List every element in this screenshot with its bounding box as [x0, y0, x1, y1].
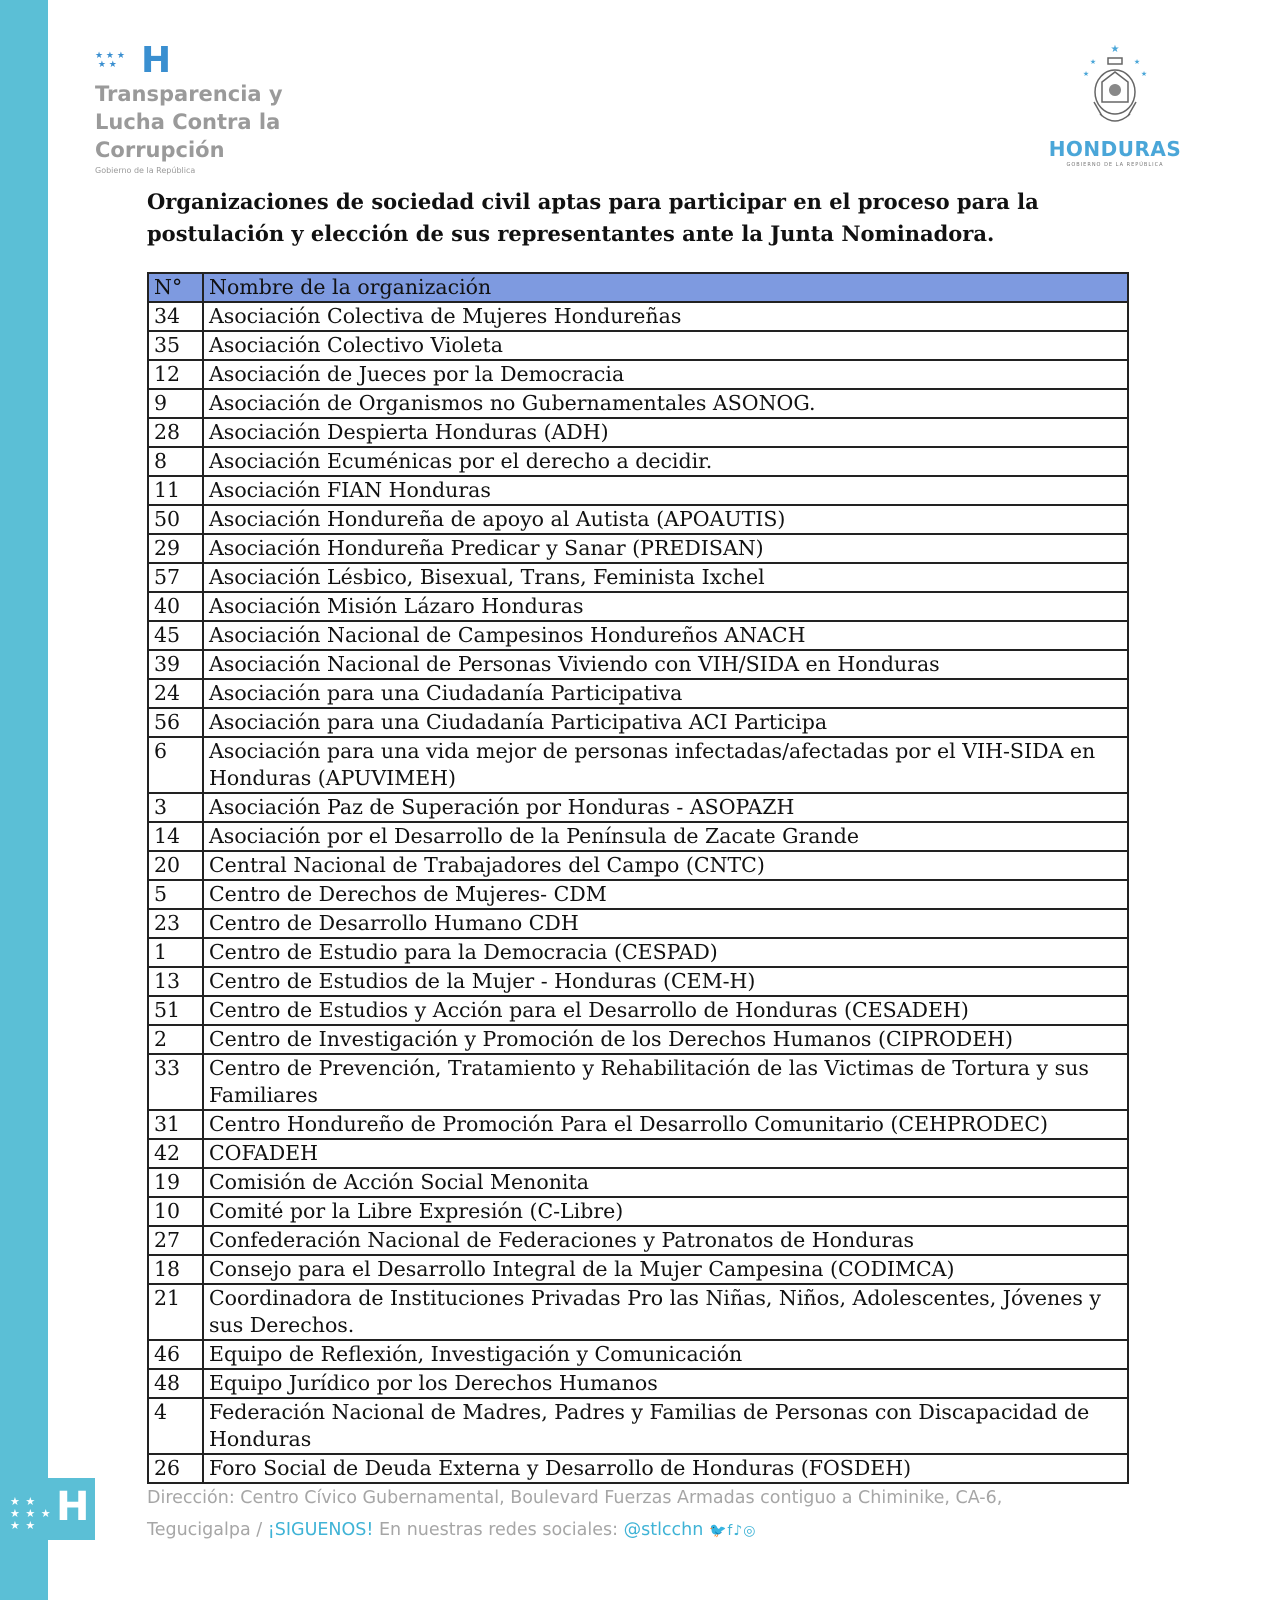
row-number: 40: [148, 592, 203, 621]
row-organization-name: Asociación de Organismos no Gubernamentales ASONOG.: [203, 389, 1128, 418]
row-number: 12: [148, 360, 203, 389]
row-organization-name: Equipo de Reflexión, Investigación y Comunicación: [203, 1340, 1128, 1369]
document-heading: [147, 186, 1047, 250]
row-organization-name: Asociación Paz de Superación por Honduras - ASOPAZH: [203, 793, 1128, 822]
row-organization-name: COFADEH: [203, 1139, 1128, 1168]
row-number: 13: [148, 967, 203, 996]
row-number: 10: [148, 1197, 203, 1226]
row-number: 46: [148, 1340, 203, 1369]
stars-icon: ★ ★ ★ ★ ★ ★ ★: [10, 1495, 52, 1532]
table-row: [148, 938, 1128, 967]
row-number: 33: [148, 1054, 203, 1110]
table-row: [148, 679, 1128, 708]
table-row: [148, 1340, 1128, 1369]
row-number: 27: [148, 1226, 203, 1255]
footer-city: Tegucigalpa /: [147, 1520, 268, 1540]
row-number: 39: [148, 650, 203, 679]
table-row: [148, 1168, 1128, 1197]
footer-social-line: [147, 1514, 1147, 1547]
row-number: 14: [148, 822, 203, 851]
table-row: [148, 534, 1128, 563]
table-row: [148, 650, 1128, 679]
table-row: [148, 822, 1128, 851]
svg-text:★: ★: [1140, 70, 1148, 78]
svg-text:★: ★: [1133, 58, 1141, 66]
table-row: [148, 1054, 1128, 1110]
h-logo-icon: H: [141, 40, 172, 81]
table-row: [148, 563, 1128, 592]
left-accent-bar: [0, 0, 48, 1600]
row-organization-name: Centro de Derechos de Mujeres- CDM: [203, 880, 1128, 909]
row-organization-name: Centro de Prevención, Tratamiento y Rehabilitación de las Victimas de Tortura y sus Familiares: [203, 1054, 1128, 1110]
h-logo-icon: H: [56, 1484, 90, 1530]
row-number: 56: [148, 708, 203, 737]
table-row: [148, 302, 1128, 331]
tiktok-icon[interactable]: ♪: [733, 1523, 744, 1539]
twitter-icon[interactable]: 🐦: [708, 1523, 728, 1539]
row-organization-name: Asociación Colectiva de Mujeres Hondureñas: [203, 302, 1128, 331]
honduras-gov-subtitle: GOBIERNO DE LA REPÚBLICA: [1066, 162, 1164, 168]
footer-follow: ¡SIGUENOS!: [267, 1520, 374, 1540]
logo-gov-text: Gobierno de la República: [95, 166, 196, 175]
row-number: 9: [148, 389, 203, 418]
honduras-logo: [1040, 42, 1190, 168]
row-organization-name: Asociación Ecuménicas por el derecho a decidir.: [203, 447, 1128, 476]
row-number: 4: [148, 1398, 203, 1454]
row-organization-name: Centro de Estudios de la Mujer - Honduras (CEM-H): [203, 967, 1128, 996]
row-number: 5: [148, 880, 203, 909]
row-organization-name: Asociación por el Desarrollo de la Península de Zacate Grande: [203, 822, 1128, 851]
row-organization-name: Consejo para el Desarrollo Integral de la Mujer Campesina (CODIMCA): [203, 1255, 1128, 1284]
row-organization-name: Centro de Estudios y Acción para el Desarrollo de Honduras (CESADEH): [203, 996, 1128, 1025]
table-row: [148, 880, 1128, 909]
table-row: [148, 1454, 1128, 1483]
table-row: [148, 1110, 1128, 1139]
table-row: [148, 1398, 1128, 1454]
footer-address: Dirección: Centro Cívico Gubernamental, Boulevard Fuerzas Armadas contiguo a Chiminike, CA-6,: [147, 1488, 1003, 1508]
table-row: [148, 621, 1128, 650]
row-number: 31: [148, 1110, 203, 1139]
table-row: [148, 1369, 1128, 1398]
row-organization-name: Asociación para una vida mejor de personas infectadas/afectadas por el VIH-SIDA en Honduras (APUVIMEH): [203, 737, 1128, 793]
row-number: 11: [148, 476, 203, 505]
row-number: 35: [148, 331, 203, 360]
bottom-logo-badge: [0, 1478, 95, 1540]
table-row: [148, 737, 1128, 793]
table-row: [148, 793, 1128, 822]
table-row: [148, 1284, 1128, 1340]
table-row: [148, 331, 1128, 360]
honduras-coat-of-arms-icon: [1080, 42, 1150, 134]
svg-text:★: ★: [1089, 58, 1097, 66]
row-number: 50: [148, 505, 203, 534]
row-number: 48: [148, 1369, 203, 1398]
heading-line-2: postulación y elección de sus representantes ante la Junta Nominadora.: [147, 221, 995, 246]
row-organization-name: Asociación de Jueces por la Democracia: [203, 360, 1128, 389]
row-number: 19: [148, 1168, 203, 1197]
row-number: 42: [148, 1139, 203, 1168]
table-row: [148, 418, 1128, 447]
row-number: 1: [148, 938, 203, 967]
logo-line-3: Corrupción: [95, 138, 225, 162]
transparency-logo: [95, 40, 325, 175]
row-organization-name: Centro de Investigación y Promoción de los Derechos Humanos (CIPRODEH): [203, 1025, 1128, 1054]
row-number: 24: [148, 679, 203, 708]
row-number: 26: [148, 1454, 203, 1483]
instagram-icon[interactable]: ◎: [743, 1523, 757, 1539]
table-row: [148, 851, 1128, 880]
table-row: [148, 909, 1128, 938]
row-number: 34: [148, 302, 203, 331]
footer-social-text: En nuestras redes sociales:: [373, 1520, 624, 1540]
row-number: 3: [148, 793, 203, 822]
row-number: 45: [148, 621, 203, 650]
table-row: [148, 1025, 1128, 1054]
row-organization-name: Asociación Lésbico, Bisexual, Trans, Feminista Ixchel: [203, 563, 1128, 592]
table-row: [148, 708, 1128, 737]
row-number: 18: [148, 1255, 203, 1284]
logo-line-1: Transparencia y: [95, 82, 283, 106]
table-row: [148, 1139, 1128, 1168]
logo-line-2: Lucha Contra la: [95, 110, 281, 134]
table-row: [148, 505, 1128, 534]
row-organization-name: Comisión de Acción Social Menonita: [203, 1168, 1128, 1197]
row-organization-name: Confederación Nacional de Federaciones y Patronatos de Honduras: [203, 1226, 1128, 1255]
table-row: [148, 996, 1128, 1025]
facebook-icon[interactable]: f: [727, 1523, 734, 1539]
footer-handle[interactable]: @stlcchn: [623, 1520, 704, 1540]
row-organization-name: Asociación Nacional de Personas Viviendo con VIH/SIDA en Honduras: [203, 650, 1128, 679]
row-number: 57: [148, 563, 203, 592]
row-organization-name: Asociación Colectivo Violeta: [203, 331, 1128, 360]
row-number: 6: [148, 737, 203, 793]
table-row: [148, 360, 1128, 389]
row-organization-name: Coordinadora de Instituciones Privadas Pro las Niñas, Niños, Adolescentes, Jóvenes y sus Derechos.: [203, 1284, 1128, 1340]
row-organization-name: Centro de Estudio para la Democracia (CESPAD): [203, 938, 1128, 967]
social-media-icons[interactable]: [709, 1523, 757, 1539]
svg-text:★: ★: [1082, 70, 1090, 78]
row-number: 29: [148, 534, 203, 563]
row-organization-name: Centro de Desarrollo Humano CDH: [203, 909, 1128, 938]
header-number: N°: [148, 273, 203, 302]
table-row: [148, 1197, 1128, 1226]
table-row: [148, 592, 1128, 621]
row-number: 21: [148, 1284, 203, 1340]
row-organization-name: Asociación FIAN Honduras: [203, 476, 1128, 505]
row-organization-name: Asociación Misión Lázaro Honduras: [203, 592, 1128, 621]
heading-line-1: Organizaciones de sociedad civil aptas para participar en el proceso para la: [147, 189, 1039, 214]
row-organization-name: Equipo Jurídico por los Derechos Humanos: [203, 1369, 1128, 1398]
row-number: 28: [148, 418, 203, 447]
row-number: 8: [148, 447, 203, 476]
table-body: [148, 302, 1128, 1483]
row-organization-name: Asociación Hondureña Predicar y Sanar (PREDISAN): [203, 534, 1128, 563]
row-number: 51: [148, 996, 203, 1025]
svg-text:★: ★: [1110, 44, 1120, 55]
row-organization-name: Asociación Despierta Honduras (ADH): [203, 418, 1128, 447]
row-organization-name: Asociación Nacional de Campesinos Hondureños ANACH: [203, 621, 1128, 650]
row-organization-name: Asociación para una Ciudadanía Participativa ACI Participa: [203, 708, 1128, 737]
header-name: Nombre de la organización: [203, 273, 1128, 302]
footer: [147, 1482, 1147, 1547]
organizations-table: [147, 272, 1129, 1484]
table-row: [148, 1255, 1128, 1284]
row-organization-name: Centro Hondureño de Promoción Para el Desarrollo Comunitario (CEHPRODEC): [203, 1110, 1128, 1139]
table-row: [148, 447, 1128, 476]
row-organization-name: Foro Social de Deuda Externa y Desarrollo de Honduras (FOSDEH): [203, 1454, 1128, 1483]
honduras-wordmark: HONDURAS: [1048, 137, 1182, 161]
table-row: [148, 1226, 1128, 1255]
row-organization-name: Comité por la Libre Expresión (C-Libre): [203, 1197, 1128, 1226]
row-organization-name: Federación Nacional de Madres, Padres y Familias de Personas con Discapacidad de Honduras: [203, 1398, 1128, 1454]
row-number: 23: [148, 909, 203, 938]
row-organization-name: Asociación para una Ciudadanía Participativa: [203, 679, 1128, 708]
table-row: [148, 476, 1128, 505]
row-organization-name: Central Nacional de Trabajadores del Campo (CNTC): [203, 851, 1128, 880]
table-row: [148, 967, 1128, 996]
row-number: 20: [148, 851, 203, 880]
row-organization-name: Asociación Hondureña de apoyo al Autista (APOAUTIS): [203, 505, 1128, 534]
table-header-row: [148, 273, 1128, 302]
row-number: 2: [148, 1025, 203, 1054]
stars-icon: ★ ★ ★ ★ ★: [95, 51, 125, 70]
table-row: [148, 389, 1128, 418]
